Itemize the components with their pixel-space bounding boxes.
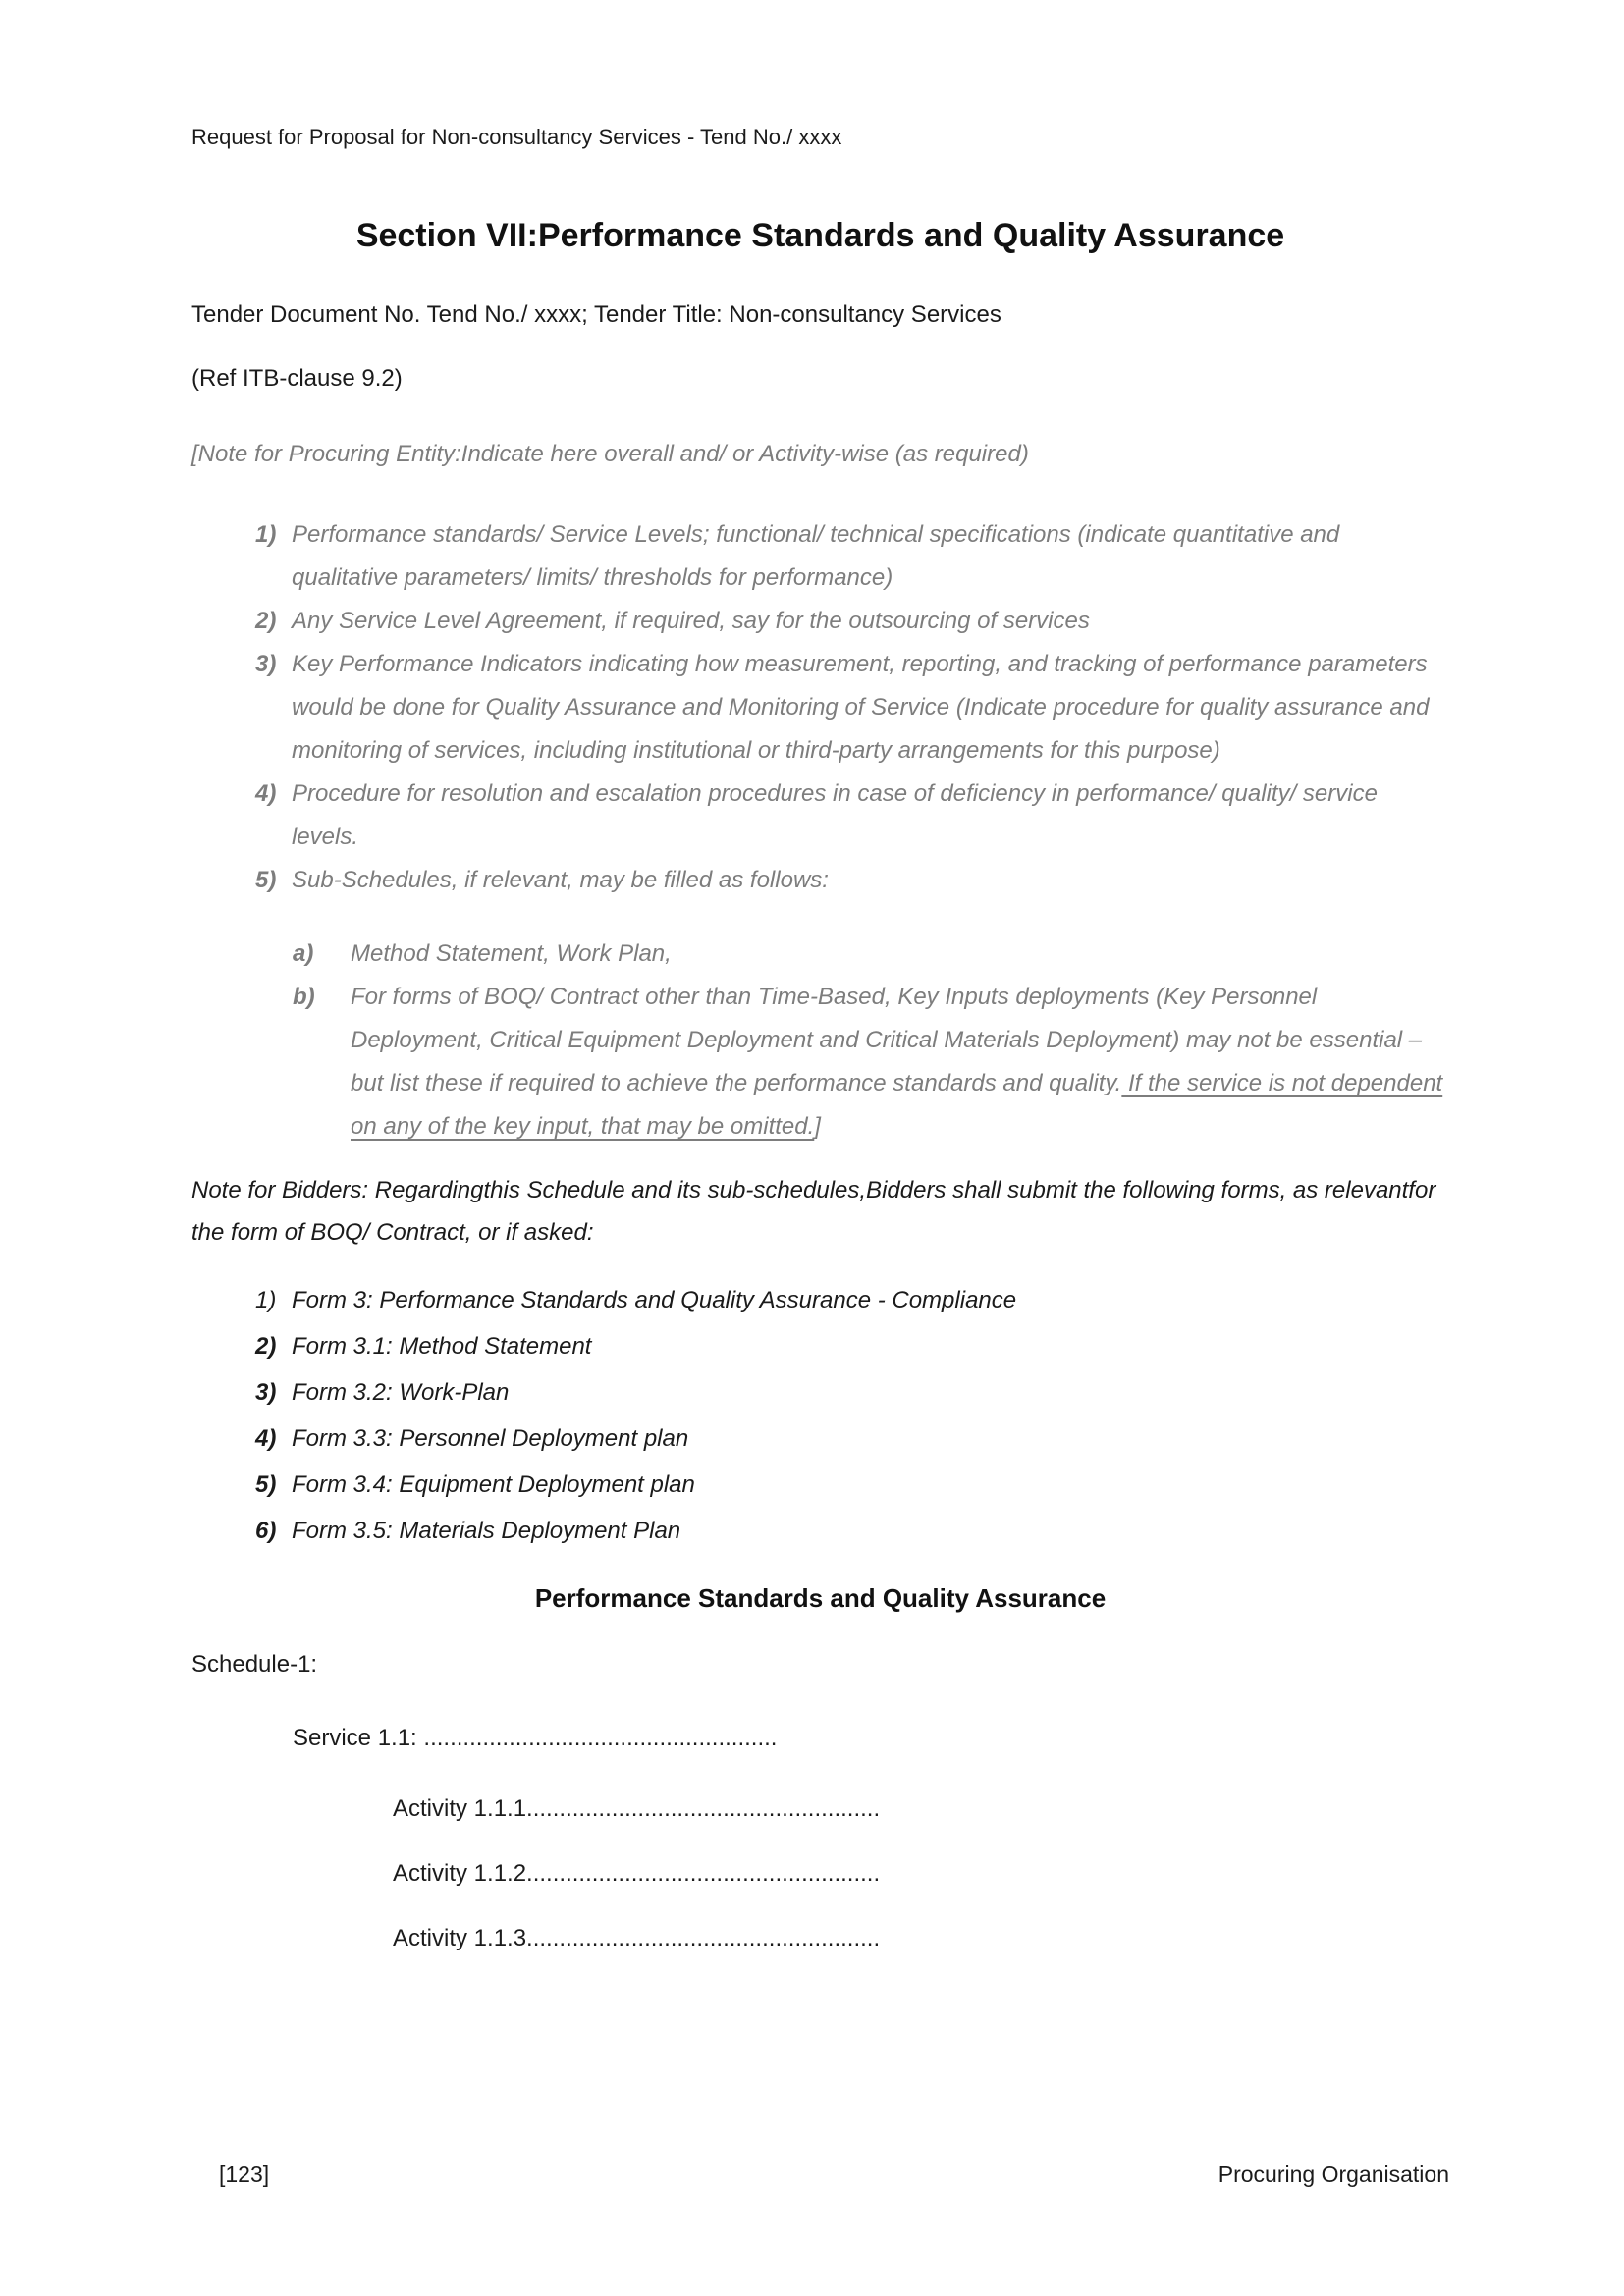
list-marker: a) xyxy=(293,940,314,967)
form-item-text: Form 3.4: Equipment Deployment plan xyxy=(292,1471,695,1498)
list-marker: 3) xyxy=(255,651,277,677)
sublist-item-b xyxy=(191,976,1449,1148)
list-item-text: Any Service Level Agreement, if required, say for the outsourcing of services xyxy=(292,608,1090,634)
list-marker: 4) xyxy=(255,780,277,807)
list-marker: 4) xyxy=(255,1425,277,1452)
form-item-text: Form 3.1: Method Statement xyxy=(292,1333,592,1360)
bidders-note: Note for Bidders: Regardingthis Schedule and its sub-schedules,Bidders shall submit the following forms, as relevantfor the form of BOQ/ Contract, or if asked: xyxy=(191,1177,1436,1246)
list-item-text: Performance standards/ Service Levels; functional/ technical specifications (indicate quantitative and qualitative parameters/ limits/ thresholds for performance) xyxy=(292,521,1340,591)
form-list-item xyxy=(191,1369,1449,1415)
section-title: Section VII:Performance Standards and Quality Assurance xyxy=(355,217,1285,254)
activity-line: Activity 1.1.3...................................................... xyxy=(393,1925,881,1951)
list-marker: b) xyxy=(293,984,315,1010)
procuring-entity-note: [Note for Procuring Entity:Indicate here overall and/ or Activity-wise (as required) xyxy=(191,441,1029,467)
sublist-item-text xyxy=(351,976,1449,1148)
form-item-text: Form 3.2: Work-Plan xyxy=(292,1379,510,1406)
list-marker: 1) xyxy=(255,521,277,548)
form-list-item xyxy=(191,1323,1449,1369)
list-marker: 1) xyxy=(255,1287,277,1313)
activity-line: Activity 1.1.1...................................................... xyxy=(393,1795,881,1822)
page-header: Request for Proposal for Non-consultancy Services - Tend No./ xxxx xyxy=(191,125,842,149)
list-marker: 2) xyxy=(255,608,277,634)
page-footer xyxy=(191,2160,1449,2189)
page-number: [123] xyxy=(219,2162,270,2187)
service-line: Service 1.1: ...................................................... xyxy=(293,1725,778,1751)
list-marker: 3) xyxy=(255,1379,277,1406)
performance-standards-heading: Performance Standards and Quality Assurance xyxy=(534,1583,1107,1613)
sublist-item-text-underlined: If the service is not dependent on any of the key input, that may be omitted. xyxy=(351,1070,1443,1140)
activity-line: Activity 1.1.2...................................................... xyxy=(393,1860,881,1887)
list-item xyxy=(191,859,1449,902)
form-item-text: Form 3.5: Materials Deployment Plan xyxy=(292,1518,681,1544)
form-list-item xyxy=(191,1415,1449,1462)
list-item-text: Procedure for resolution and escalation procedures in case of deficiency in performance/ quality/ service levels. xyxy=(292,780,1378,850)
form-list-item xyxy=(191,1277,1449,1323)
list-item xyxy=(191,513,1449,600)
list-marker: 6) xyxy=(255,1518,277,1544)
form-list-item xyxy=(191,1508,1449,1554)
tender-line: Tender Document No. Tend No./ xxxx; Tender Title: Non-consultancy Services xyxy=(191,301,1001,328)
sublist-item-a xyxy=(191,933,1449,976)
procuring-note-sublist xyxy=(191,933,1449,1148)
list-item-text: Key Performance Indicators indicating how measurement, reporting, and tracking of performance parameters would be done for Quality Assurance and Monitoring of Service (Indicate procedure for quality assurance and monitoring of services, including institutional or third-party arrangements for this purpose) xyxy=(292,651,1430,764)
list-marker: 5) xyxy=(255,867,277,893)
schedule-label: Schedule-1: xyxy=(191,1651,318,1678)
forms-list xyxy=(191,1277,1449,1554)
list-item xyxy=(191,643,1449,773)
list-marker: 2) xyxy=(255,1333,277,1360)
list-marker: 5) xyxy=(255,1471,277,1498)
form-item-text: Form 3.3: Personnel Deployment plan xyxy=(292,1425,689,1452)
procuring-note-list xyxy=(191,513,1449,902)
sublist-item-text-bracket: ] xyxy=(814,1113,821,1140)
list-item xyxy=(191,773,1449,859)
list-item-text: Sub-Schedules, if relevant, may be filled as follows: xyxy=(292,867,829,893)
list-item xyxy=(191,600,1449,643)
sublist-item-text: Method Statement, Work Plan, xyxy=(351,940,672,967)
footer-organisation: Procuring Organisation xyxy=(1218,2162,1449,2187)
form-item-text: Form 3: Performance Standards and Quality Assurance - Compliance xyxy=(292,1287,1017,1313)
sublist-item-text-plain: For forms of BOQ/ Contract other than Time-Based, Key Inputs deployments (Key Personnel Deployment, Critical Equipment Deployment and Critical Materials Deployment) may not be essential – but list these if required to achieve the performance standards and quality. xyxy=(351,984,1423,1096)
itb-reference: (Ref ITB-clause 9.2) xyxy=(191,365,403,392)
form-list-item xyxy=(191,1462,1449,1508)
